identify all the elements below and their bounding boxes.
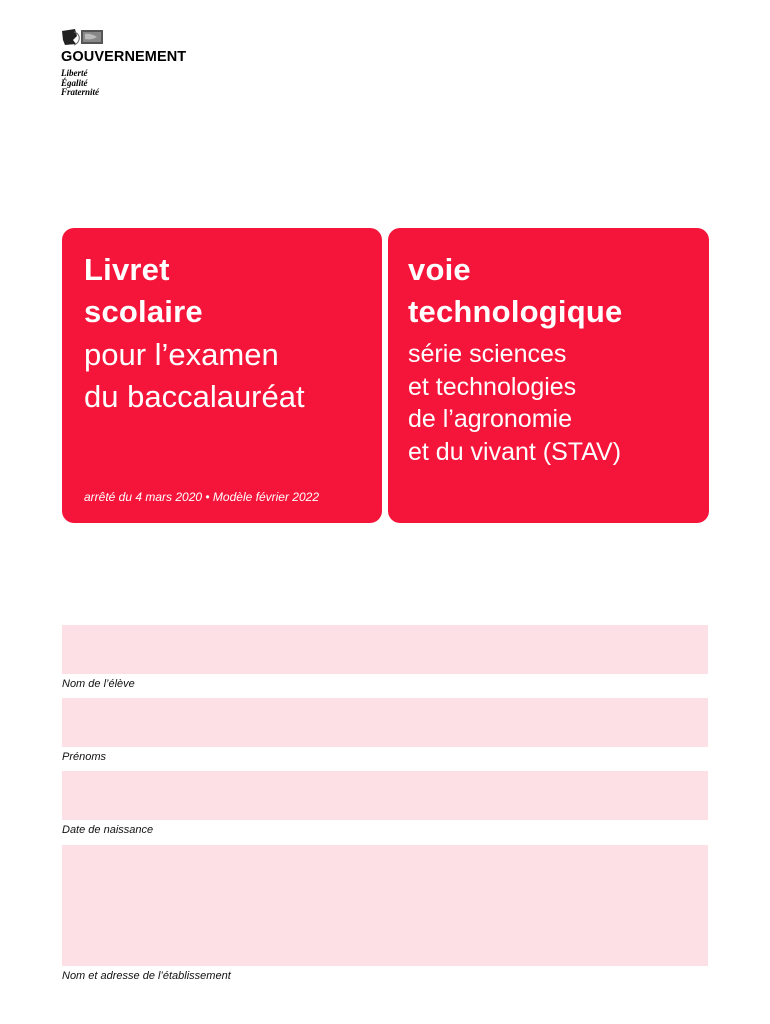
series-line-1: série sciences [408,340,567,368]
series-line-3: de l’agronomie [408,405,572,433]
birth-date-label: Date de naissance [62,824,154,836]
track-line-2: technologique [408,294,623,329]
title-line-4: du baccalauréat [84,379,305,414]
booklet-title-card [62,228,382,523]
student-name-input[interactable] [62,625,708,674]
republic-motto [61,69,221,98]
school-name-address-label: Nom et adresse de l’établissement [62,970,231,982]
motto-liberte: Liberté [61,68,88,78]
government-logo [61,28,221,98]
student-name-label: Nom de l’élève [62,678,135,690]
first-names-label: Prénoms [62,751,107,763]
track-card [388,228,709,523]
marianne-icon [61,28,105,46]
government-name: GOUVERNEMENT [61,49,187,65]
title-line-2: scolaire [84,294,203,329]
series-line-2: et technologies [408,373,577,401]
series-line-4: et du vivant (STAV) [408,438,622,466]
motto-fraternite: Fraternité [61,87,100,97]
title-line-3: pour l’examen [84,337,279,372]
school-name-address-input[interactable] [62,845,708,966]
birth-date-input[interactable] [62,771,708,820]
track-line-1: voie [408,252,471,287]
title-line-1: Livret [84,252,170,287]
motto-egalite: Égalité [61,77,88,88]
decree-reference: arrêté du 4 mars 2020 • Modèle février 2022 [84,490,319,504]
first-names-input[interactable] [62,698,708,747]
